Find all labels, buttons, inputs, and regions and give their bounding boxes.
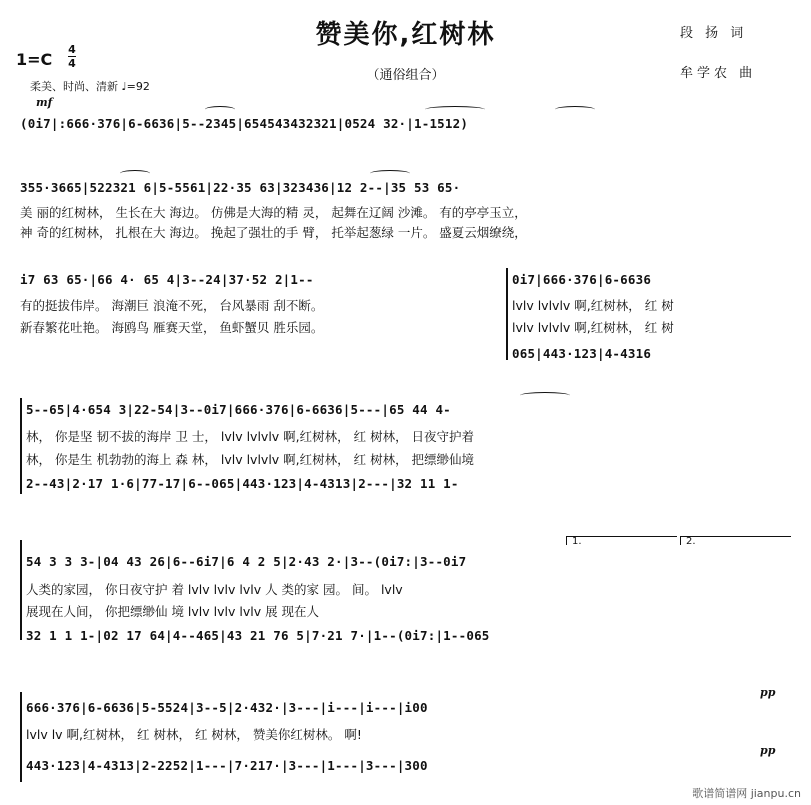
- system-3-notes: i7 63 65·|66 4· 65 4|3--24|37·52 2|1--: [20, 272, 314, 287]
- system-1-notes: (0i7|:666·376|6-6636|5--2345|654543432321|0524 32·|1-1512): [20, 116, 469, 131]
- key-signature: 1=C: [16, 50, 53, 69]
- slur: [555, 106, 595, 113]
- system-5-lower-voice: 32 1 1 1-|02 17 64|4--465|43 21 76 5|7·21 7·|1--(0i7:|1--065: [26, 628, 490, 643]
- dynamic-marking: pp: [760, 744, 776, 757]
- system-3-upper-lyrics-2: lvlv lvlvlv 啊,红树林， 红 树: [512, 320, 674, 335]
- second-ending-bracket: [680, 536, 791, 545]
- slur: [520, 392, 570, 399]
- tempo-marking: 柔美、时尚、清新 ♩=92: [30, 80, 150, 93]
- system-brace-line: [20, 398, 22, 494]
- slur: [425, 106, 485, 113]
- system-4-upper-voice: 5--65|4·654 3|22-54|3--0i7|666·376|6-6636|5---|65 44 4-: [26, 402, 451, 417]
- system-5-lyrics-verse-1: 人类的家园， 你日夜守护 着 lvlv lvlv lvlv 人 类的家 园。 间。 lvlv: [26, 582, 403, 597]
- system-4-lower-voice: 2--43|2·17 1·6|77-17|6--065|443·123|4-4313|2---|32 11 1-: [26, 476, 459, 491]
- system-6-upper-voice: 666·376|6-6636|5-5524|3--5|2·432·|3---|i---|i---|i00: [26, 700, 428, 715]
- system-3-lower-voice: 065|443·123|4-4316: [512, 346, 652, 361]
- system-brace-line: [20, 692, 22, 782]
- lyricist-credit: 段 扬 词: [680, 26, 748, 41]
- meter-top: 4: [68, 43, 76, 56]
- system-brace-line: [506, 268, 508, 360]
- system-5-lyrics-verse-2: 展现在人间， 你把缥缈仙 境 lvlv lvlv lvlv 展 现在人: [26, 604, 320, 619]
- song-title: 赞美你,红树林: [315, 20, 496, 50]
- system-3-lyrics-verse-2: 新春繁花吐艳。 海鸥鸟 雁赛天堂， 鱼虾蟹贝 胜乐园。: [20, 320, 324, 335]
- slur: [120, 170, 150, 177]
- system-3-upper-voice: 0i7|666·376|6-6636: [512, 272, 652, 287]
- system-brace-line: [20, 540, 22, 640]
- system-6-lyrics: lvlv lv 啊,红树林， 红 树林， 红 树林， 赞美你红树林。 啊!: [26, 727, 362, 742]
- system-3-lyrics-verse-1: 有的挺拔伟岸。 海潮巨 浪淹不死， 台风暴雨 刮不断。: [20, 298, 324, 313]
- site-watermark: 歌谱简谱网 jianpu.cn: [692, 787, 801, 800]
- system-2-lyrics-verse-2: 神 奇的红树林， 扎根在大 海边。 挽起了强壮的手 臂， 托举起葱绿 一片。 盛夏云烟缭绕，: [20, 225, 527, 240]
- second-ending-label: 2.: [686, 536, 696, 547]
- system-3-upper-lyrics-1: lvlv lvlvlv 啊,红树林， 红 树: [512, 298, 674, 313]
- dynamic-marking: pp: [760, 686, 776, 699]
- slur: [205, 106, 235, 113]
- slur: [370, 170, 410, 177]
- system-2-notes: 355·3665|522321 6|5-5561|22·35 63|323436|12 2--|35 53 65·: [20, 180, 461, 195]
- song-subtitle: （通俗组合）: [366, 68, 445, 83]
- system-4-lyrics-verse-2: 林， 你是生 机勃勃的海上 森 林， lvlv lvlvlv 啊,红树林， 红 树林， 把缥缈仙境: [26, 452, 475, 467]
- dynamic-marking: mf: [36, 96, 53, 109]
- first-ending-label: 1.: [572, 536, 582, 547]
- system-6-lower-voice: 443·123|4-4313|2-2252|1---|7·217·|3---|1---|3---|300: [26, 758, 428, 773]
- meter-bottom: 4: [68, 57, 76, 70]
- system-5-upper-voice: 54 3 3 3-|04 43 26|6--6i7|6 4 2 5|2·43 2·|3--(0i7:|3--0i7: [26, 554, 467, 569]
- first-ending-bracket: [566, 536, 677, 545]
- time-signature: [68, 44, 76, 69]
- system-2-lyrics-verse-1: 美 丽的红树林， 生长在大 海边。 仿佛是大海的精 灵， 起舞在辽阔 沙滩。 有的亭亭玉立，: [20, 205, 527, 220]
- composer-credit: 牟学农 曲: [680, 66, 757, 81]
- system-4-lyrics-verse-1: 林， 你是坚 韧不拔的海岸 卫 士， lvlv lvlvlv 啊,红树林， 红 树林， 日夜守护着: [26, 429, 475, 444]
